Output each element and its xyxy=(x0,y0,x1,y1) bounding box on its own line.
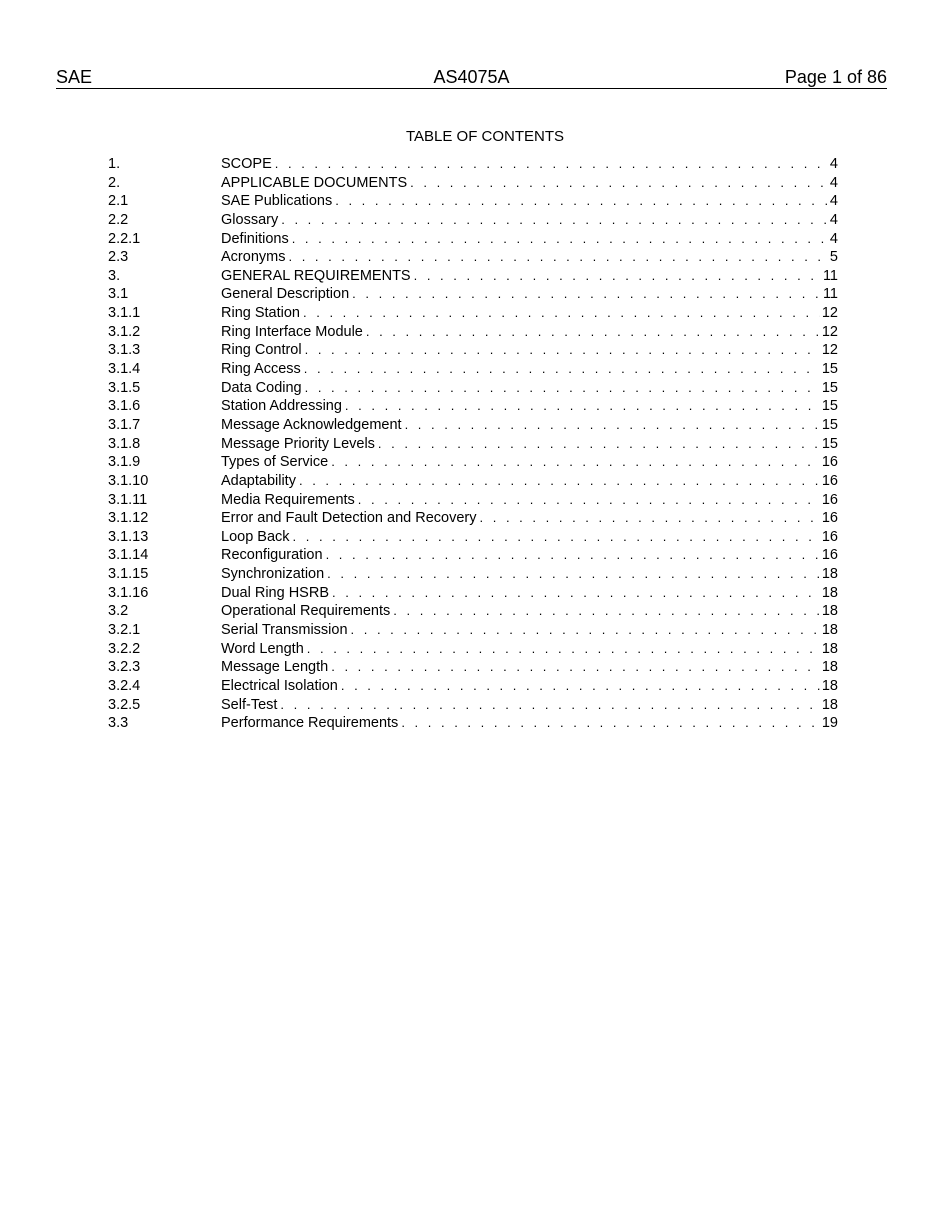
toc-entry-number: 3.1.7 xyxy=(108,416,141,433)
toc-dot-leader xyxy=(327,565,820,584)
toc-entry[interactable] xyxy=(108,658,838,677)
toc-entry[interactable] xyxy=(108,546,838,565)
page-header xyxy=(56,67,887,89)
toc-entry-line xyxy=(221,379,838,398)
toc-entry-page: 15 xyxy=(821,379,838,396)
toc-entry-line xyxy=(221,602,838,621)
toc-entry-title: Data Coding xyxy=(221,379,302,396)
toc-entry-line xyxy=(221,230,838,249)
toc-entry-page: 4 xyxy=(829,230,838,247)
toc-entry-number: 2. xyxy=(108,174,121,191)
toc-entry-page: 18 xyxy=(821,696,838,713)
toc-entry-line xyxy=(221,248,838,267)
toc-dot-leader xyxy=(345,397,820,416)
toc-dot-leader xyxy=(299,472,820,491)
toc-entry-number: 3.1.11 xyxy=(108,491,148,508)
toc-dot-leader xyxy=(307,640,820,659)
toc-entry-line xyxy=(221,696,838,715)
toc-entry-page: 18 xyxy=(821,677,838,694)
toc-entry[interactable] xyxy=(108,584,838,603)
toc-entry[interactable] xyxy=(108,174,838,193)
toc-dot-leader xyxy=(275,155,828,174)
toc-entry-number: 3.1.4 xyxy=(108,361,141,378)
toc-dot-leader xyxy=(331,453,820,472)
toc-entry-page: 15 xyxy=(821,416,838,433)
toc-entry-title: Performance Requirements xyxy=(221,715,399,732)
toc-entry-title: Word Length xyxy=(221,640,304,657)
toc-entry-number: 3.2.4 xyxy=(108,677,141,694)
toc-entry-title: Synchronization xyxy=(221,566,325,583)
toc-entry-title: APPLICABLE DOCUMENTS xyxy=(221,174,408,191)
toc-entry-number: 3.1 xyxy=(108,286,129,303)
toc-entry-page: 18 xyxy=(821,622,838,639)
toc-entry-number: 3.1.6 xyxy=(108,398,141,415)
toc-entry-number: 3.1.2 xyxy=(108,323,141,340)
toc-entry-number: 3.2.1 xyxy=(108,622,141,639)
toc-dot-leader xyxy=(393,602,820,621)
toc-entry[interactable] xyxy=(108,155,838,174)
toc-entry[interactable] xyxy=(108,397,838,416)
toc-entry[interactable] xyxy=(108,472,838,491)
toc-entry-title: Station Addressing xyxy=(221,398,342,415)
toc-entry-page: 16 xyxy=(821,547,838,564)
toc-entry-number: 3.2.5 xyxy=(108,696,141,713)
toc-entry-number: 3.1.9 xyxy=(108,454,141,471)
toc-entry-title: Error and Fault Detection and Recovery xyxy=(221,510,477,527)
toc-entry[interactable] xyxy=(108,640,838,659)
toc-entry-number: 3.1.15 xyxy=(108,566,149,583)
toc-entry-number: 3.1.5 xyxy=(108,379,141,396)
toc-entry-title: Acronyms xyxy=(221,249,286,266)
toc-dot-leader xyxy=(331,658,820,677)
toc-entry-title: Reconfiguration xyxy=(221,547,323,564)
toc-entry-line xyxy=(221,565,838,584)
toc-entry-page: 18 xyxy=(821,640,838,657)
toc-entry-line xyxy=(221,640,838,659)
toc-dot-leader xyxy=(358,491,820,510)
toc-entry-page: 4 xyxy=(829,156,838,172)
toc-entry-page: 11 xyxy=(822,286,838,303)
toc-entry-title: Operational Requirements xyxy=(221,603,391,620)
toc-dot-leader xyxy=(351,621,820,640)
toc-entry-page: 12 xyxy=(821,323,838,340)
toc-dot-leader xyxy=(293,528,820,547)
toc-entry[interactable] xyxy=(108,565,838,584)
toc-entry-line xyxy=(221,285,838,304)
toc-entry-number: 3.2.3 xyxy=(108,659,141,676)
toc-entry-title: Ring Control xyxy=(221,342,302,359)
toc-entry-title: Media Requirements xyxy=(221,491,355,508)
toc-dot-leader xyxy=(288,248,827,267)
toc-entry-line xyxy=(221,323,838,342)
toc-entry-number: 3.1.13 xyxy=(108,528,149,545)
toc-entry-page: 16 xyxy=(821,528,838,545)
toc-entry-number: 3.1.16 xyxy=(108,584,149,601)
toc-entry-page: 4 xyxy=(829,211,838,228)
toc-entry-page: 16 xyxy=(821,510,838,527)
toc-entry-line xyxy=(221,435,838,454)
toc-entry-page: 18 xyxy=(821,603,838,620)
toc-entry-title: Self-Test xyxy=(221,696,278,713)
toc-entry-title: Serial Transmission xyxy=(221,622,348,639)
toc-entry[interactable] xyxy=(108,677,838,696)
toc-entry-page: 15 xyxy=(821,361,838,378)
toc-entry-line xyxy=(221,621,838,640)
toc-entry-line xyxy=(221,491,838,510)
toc-entry-page: 16 xyxy=(821,454,838,471)
toc-entry-title: Adaptability xyxy=(221,472,296,489)
toc-entry-title: Ring Interface Module xyxy=(221,323,363,340)
toc-dot-leader xyxy=(366,323,820,342)
toc-entry[interactable] xyxy=(108,435,838,454)
toc-entry-page: 4 xyxy=(829,193,838,210)
toc-entry[interactable] xyxy=(108,360,838,379)
toc-entry-page: 5 xyxy=(829,249,838,266)
toc-entry[interactable] xyxy=(108,323,838,342)
toc-entry-title: Definitions xyxy=(221,230,289,247)
toc-entry[interactable] xyxy=(108,285,838,304)
toc-entry-line xyxy=(221,714,838,733)
toc-dot-leader xyxy=(378,435,820,454)
toc-entry[interactable] xyxy=(108,304,838,323)
toc-entry-number: 3.1.14 xyxy=(108,547,149,564)
toc-dot-leader xyxy=(410,174,828,193)
toc-entry-line xyxy=(221,267,838,286)
toc-entry[interactable] xyxy=(108,248,838,267)
toc-entry-number: 3.2 xyxy=(108,603,129,620)
toc-entry[interactable] xyxy=(108,528,838,547)
toc-entry[interactable] xyxy=(108,714,838,733)
toc-entry-title: Ring Access xyxy=(221,361,301,378)
header-doc-id: AS4075A xyxy=(433,67,510,87)
toc-entry-number: 2.2 xyxy=(108,211,129,228)
toc-entry[interactable] xyxy=(108,341,838,360)
toc-entry-page: 16 xyxy=(821,491,838,508)
toc-entry-line xyxy=(221,174,838,193)
toc-entry-number: 3.1.10 xyxy=(108,472,149,489)
table-of-contents xyxy=(108,155,838,733)
toc-entry-line xyxy=(221,584,838,603)
toc-entry-number: 3.2.2 xyxy=(108,640,141,657)
toc-entry-title: SAE Publications xyxy=(221,193,333,210)
toc-entry-number: 2.1 xyxy=(108,193,129,210)
toc-dot-leader xyxy=(335,192,828,211)
toc-entry-page: 18 xyxy=(821,566,838,583)
toc-dot-leader xyxy=(405,416,820,435)
toc-dot-leader xyxy=(281,211,828,230)
toc-entry-title: Loop Back xyxy=(221,528,290,545)
toc-entry-title: Electrical Isolation xyxy=(221,677,338,694)
toc-entry[interactable] xyxy=(108,696,838,715)
toc-entry-line xyxy=(221,453,838,472)
toc-entry-line xyxy=(221,304,838,323)
header-page-label: Page 1 of 86 xyxy=(784,67,887,87)
toc-dot-leader xyxy=(352,285,821,304)
toc-dot-leader xyxy=(480,509,820,528)
toc-entry-number: 1. xyxy=(108,156,121,172)
toc-entry-line xyxy=(221,155,838,174)
toc-dot-leader xyxy=(292,230,828,249)
toc-title: TABLE OF CONTENTS xyxy=(405,128,565,145)
toc-dot-leader xyxy=(305,341,820,360)
toc-entry-line xyxy=(221,658,838,677)
toc-dot-leader xyxy=(414,267,821,286)
toc-entry-line xyxy=(221,546,838,565)
toc-entry-number: 3.1.1 xyxy=(108,305,141,322)
toc-entry-line xyxy=(221,528,838,547)
toc-entry-page: 16 xyxy=(821,472,838,489)
toc-entry-title: Message Length xyxy=(221,659,329,676)
toc-entry-page: 4 xyxy=(829,174,838,191)
toc-entry-title: SCOPE xyxy=(221,156,272,172)
toc-entry-number: 3.1.8 xyxy=(108,435,141,452)
toc-entry[interactable] xyxy=(108,211,838,230)
toc-entry[interactable] xyxy=(108,491,838,510)
toc-dot-leader xyxy=(305,379,820,398)
toc-entry-number: 2.3 xyxy=(108,249,129,266)
toc-entry-line xyxy=(221,192,838,211)
toc-entry-number: 3.1.12 xyxy=(108,510,149,527)
toc-entry-page: 15 xyxy=(821,435,838,452)
toc-entry[interactable] xyxy=(108,509,838,528)
toc-dot-leader xyxy=(326,546,820,565)
toc-entry[interactable] xyxy=(108,192,838,211)
toc-entry-line xyxy=(221,472,838,491)
toc-entry-title: Dual Ring HSRB xyxy=(221,584,329,601)
toc-entry-page: 11 xyxy=(822,267,838,284)
toc-entry-title: Message Priority Levels xyxy=(221,435,375,452)
toc-entry[interactable] xyxy=(108,602,838,621)
toc-entry[interactable] xyxy=(108,267,838,286)
toc-dot-leader xyxy=(332,584,820,603)
toc-entry-page: 12 xyxy=(821,305,838,322)
toc-entry-line xyxy=(221,677,838,696)
toc-dot-leader xyxy=(304,360,820,379)
toc-dot-leader xyxy=(280,696,819,715)
header-org: SAE xyxy=(56,67,93,87)
toc-entry-title: Ring Station xyxy=(221,305,300,322)
toc-entry-title: GENERAL REQUIREMENTS xyxy=(221,267,411,284)
toc-entry-title: General Description xyxy=(221,286,350,303)
toc-entry-line xyxy=(221,341,838,360)
toc-entry-page: 18 xyxy=(821,584,838,601)
toc-entry[interactable] xyxy=(108,379,838,398)
toc-entry-number: 3.1.3 xyxy=(108,342,141,359)
toc-entry-title: Message Acknowledgement xyxy=(221,416,402,433)
toc-entry-line xyxy=(221,509,838,528)
toc-dot-leader xyxy=(303,304,820,323)
toc-entry-page: 12 xyxy=(821,342,838,359)
toc-entry-number: 3.3 xyxy=(108,715,129,732)
toc-entry-title: Types of Service xyxy=(221,454,329,471)
toc-entry-number: 3. xyxy=(108,267,121,284)
toc-entry[interactable] xyxy=(108,621,838,640)
toc-entry-line xyxy=(221,416,838,435)
toc-entry-title: Glossary xyxy=(221,211,279,228)
toc-dot-leader xyxy=(401,714,820,733)
toc-entry-page: 19 xyxy=(821,715,838,732)
toc-entry-page: 18 xyxy=(821,659,838,676)
toc-entry[interactable] xyxy=(108,416,838,435)
toc-dot-leader xyxy=(341,677,820,696)
toc-entry-line xyxy=(221,211,838,230)
toc-entry-line xyxy=(221,360,838,379)
toc-entry-page: 15 xyxy=(821,398,838,415)
toc-entry[interactable] xyxy=(108,230,838,249)
toc-entry[interactable] xyxy=(108,453,838,472)
toc-entry-line xyxy=(221,397,838,416)
toc-entry-number: 2.2.1 xyxy=(108,230,141,247)
